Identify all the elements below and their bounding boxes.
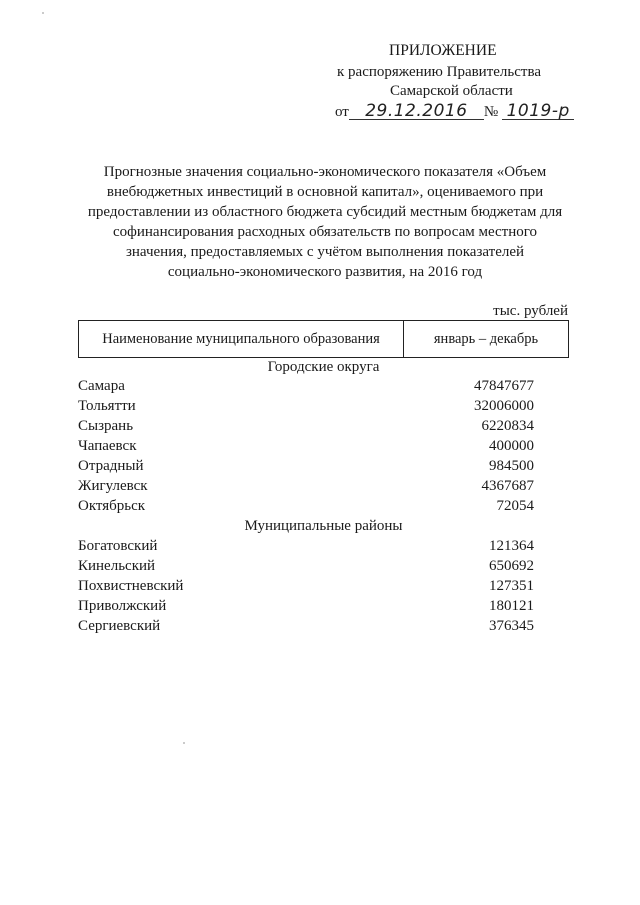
- row-name: Чапаевск: [78, 438, 137, 454]
- row-value: 32006000: [474, 398, 534, 414]
- row-value: 180121: [489, 598, 534, 614]
- units-label: тыс. рублей: [493, 303, 568, 319]
- section-title-municipal-districts: Муниципальные районы: [244, 518, 403, 534]
- scan-speck: [42, 12, 44, 14]
- row-name: Богатовский: [78, 538, 158, 554]
- number-handwritten: 1019-р: [502, 103, 574, 120]
- appendix-title: ПРИЛОЖЕНИЕ: [389, 42, 497, 59]
- row-name: Кинельский: [78, 558, 156, 574]
- table-row: [78, 458, 569, 478]
- document-title: [70, 162, 580, 282]
- row-name: Октябрьск: [78, 498, 146, 514]
- title-line: Прогнозные значения социально-экономического показателя «Объем: [103, 164, 547, 180]
- row-value: 121364: [489, 538, 534, 554]
- row-name: Приволжский: [78, 598, 167, 614]
- table-row: [78, 478, 569, 498]
- table-row: [78, 498, 569, 518]
- row-name: Сызрань: [78, 418, 134, 434]
- table-row: [78, 618, 569, 638]
- table-row: [78, 538, 569, 558]
- row-name: Похвистневский: [78, 578, 184, 594]
- date-prefix: от: [335, 104, 349, 120]
- row-value: 650692: [489, 558, 534, 574]
- row-value: 6220834: [481, 418, 534, 434]
- header-name-cell: Наименование муниципального образования: [79, 321, 404, 357]
- row-value: 400000: [489, 438, 534, 454]
- table-row: [78, 578, 569, 598]
- table-row: [78, 378, 569, 398]
- row-value: 127351: [489, 578, 534, 594]
- title-line: предоставлении из областного бюджета субсидий местным бюджетам для: [87, 204, 563, 220]
- row-value: 47847677: [474, 378, 534, 394]
- scan-speck: [183, 742, 185, 744]
- number-prefix: №: [483, 104, 499, 120]
- table-row: [78, 438, 569, 458]
- row-value: 984500: [489, 458, 534, 474]
- row-value: 4367687: [481, 478, 534, 494]
- appendix-line-2: Самарской области: [390, 83, 513, 99]
- appendix-date-row: [335, 103, 574, 121]
- title-line: социально-экономического развития, на 2016 год: [167, 264, 483, 280]
- title-line: софинансирования расходных обязательств по вопросам местного: [112, 224, 538, 240]
- title-line: внебюджетных инвестиций в основной капитал», оцениваемого при: [106, 184, 544, 200]
- table-row: [78, 598, 569, 618]
- row-name: Отрадный: [78, 458, 144, 474]
- row-name: Жигулевск: [78, 478, 148, 494]
- row-name: Самара: [78, 378, 125, 394]
- date-handwritten: 29.12.2016: [349, 103, 484, 120]
- row-value: 376345: [489, 618, 534, 634]
- table-row: [78, 398, 569, 418]
- row-value: 72054: [496, 498, 534, 514]
- title-line: значения, предоставляемых с учётом выполнения показателей: [125, 244, 525, 260]
- table-row: [78, 558, 569, 578]
- table-row: [78, 418, 569, 438]
- row-name: Сергиевский: [78, 618, 161, 634]
- row-name: Тольятти: [78, 398, 136, 414]
- header-period-cell: январь – декабрь: [433, 330, 539, 347]
- section-title-urban-districts: Городские округа: [267, 359, 380, 375]
- table-header: [78, 320, 569, 358]
- appendix-line-1: к распоряжению Правительства: [337, 64, 542, 80]
